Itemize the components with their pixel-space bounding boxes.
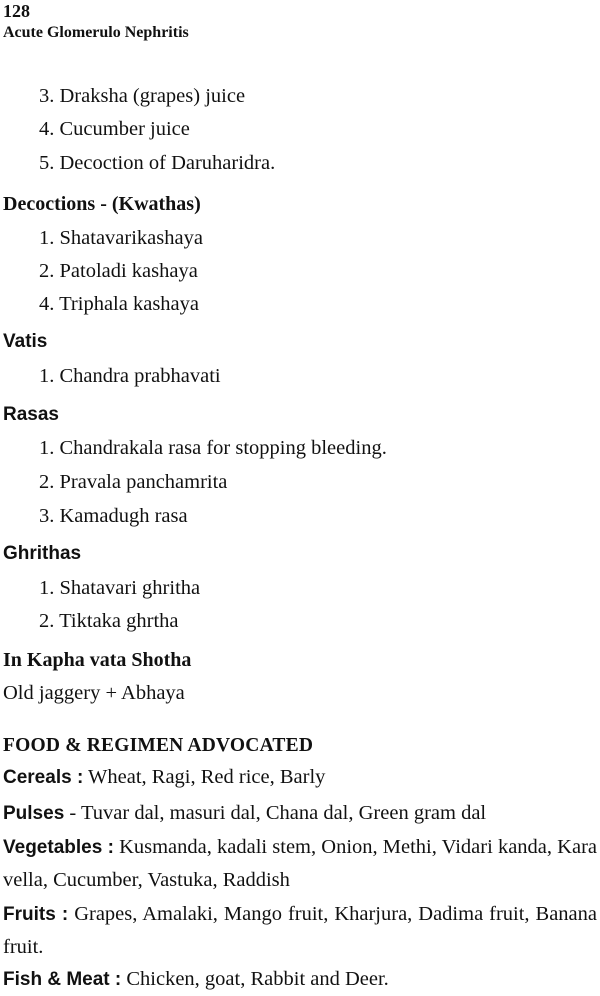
- list-item: 1. Shatavarikashaya: [39, 227, 203, 249]
- section-heading-kapha-vata: In Kapha vata Shotha: [3, 649, 192, 671]
- vegetables-text: Kusmanda, kadali stem, Onion, Methi, Vidari kanda, Kara vella, Cucumber, Vastuka, Raddish: [3, 836, 598, 891]
- vegetables-label: Vegetables :: [3, 837, 114, 858]
- list-item: 3. Kamadugh rasa: [39, 505, 188, 527]
- food-pulses: [3, 797, 597, 830]
- section-title-food-regimen: FOOD & REGIMEN ADVOCATED: [3, 735, 314, 756]
- section-heading-rasas: Rasas: [3, 404, 59, 425]
- kapha-vata-text: Old jaggery + Abhaya: [3, 682, 185, 704]
- list-item: 4. Triphala kashaya: [39, 293, 199, 315]
- fruits-text: Grapes, Amalaki, Mango fruit, Kharjura, Dadima fruit, Banana fruit.: [3, 903, 597, 958]
- list-item: 2. Pravala panchamrita: [39, 471, 228, 493]
- list-item: 2. Tiktaka ghrtha: [39, 610, 179, 632]
- cereals-label: Cereals :: [3, 767, 84, 788]
- fish-meat-text: Chicken, goat, Rabbit and Deer.: [121, 968, 389, 990]
- food-fish-meat: [3, 963, 597, 996]
- list-item: 5. Decoction of Daruharidra.: [39, 152, 276, 174]
- list-item: 1. Chandra prabhavati: [39, 365, 221, 387]
- page-number: 128: [3, 1, 30, 21]
- running-title: Acute Glomerulo Nephritis: [3, 24, 189, 41]
- pulses-text: - Tuvar dal, masuri dal, Chana dal, Green gram dal: [64, 802, 487, 824]
- list-item: 4. Cucumber juice: [39, 118, 190, 140]
- fish-meat-label: Fish & Meat :: [3, 969, 122, 990]
- list-item: 3. Draksha (grapes) juice: [39, 85, 246, 107]
- list-item: 1. Shatavari ghritha: [39, 577, 201, 599]
- section-heading-vatis: Vatis: [3, 331, 48, 352]
- pulses-label: Pulses: [3, 803, 65, 824]
- list-item: 1. Chandrakala rasa for stopping bleeding.: [39, 437, 387, 459]
- food-fruits: [3, 898, 597, 963]
- section-heading-ghrithas: Ghrithas: [3, 543, 82, 564]
- food-vegetables: [3, 831, 597, 896]
- section-heading-decoctions: Decoctions - (Kwathas): [3, 193, 201, 215]
- fruits-label: Fruits :: [3, 904, 69, 925]
- list-item: 2. Patoladi kashaya: [39, 260, 198, 282]
- cereals-text: Wheat, Ragi, Red rice, Barly: [83, 766, 326, 788]
- food-cereals: [3, 761, 597, 794]
